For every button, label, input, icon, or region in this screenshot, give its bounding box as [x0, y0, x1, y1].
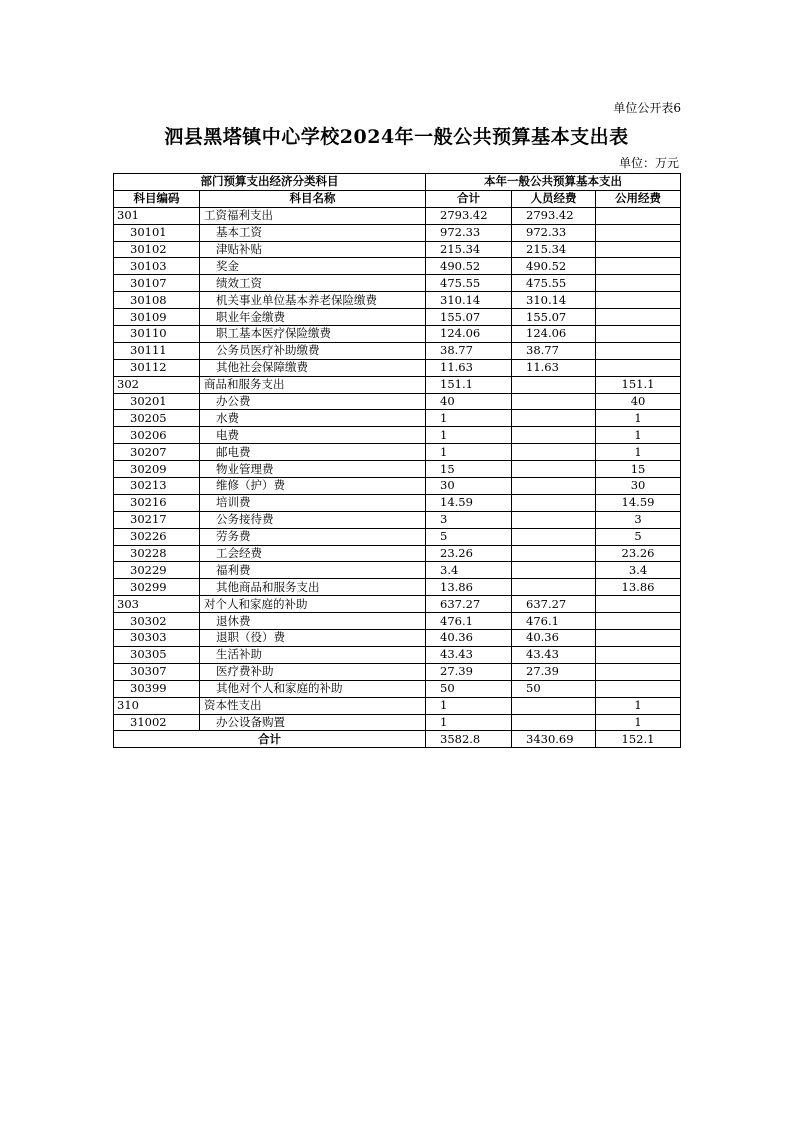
row-name: 维修（护）费: [200, 478, 426, 495]
header-code: 科目编码: [114, 190, 200, 207]
row-public: [596, 275, 681, 292]
table-row: [114, 444, 681, 461]
row-name: 物业管理费: [200, 461, 426, 478]
row-name: 医疗费补助: [200, 663, 426, 680]
row-code: 301: [114, 207, 200, 224]
row-personnel: [512, 427, 596, 444]
header-column-row: [114, 190, 681, 207]
row-code: 30216: [114, 494, 200, 511]
row-personnel: 972.33: [512, 224, 596, 241]
row-name: 退职（役）费: [200, 630, 426, 647]
row-public: 15: [596, 461, 681, 478]
row-code: 30299: [114, 579, 200, 596]
table-row: [114, 258, 681, 275]
row-public: 5: [596, 528, 681, 545]
table-row: [114, 545, 681, 562]
table-row: [114, 562, 681, 579]
row-total: 40.36: [426, 630, 512, 647]
row-personnel: 215.34: [512, 241, 596, 258]
row-total: 3: [426, 511, 512, 528]
row-name: 津贴补贴: [200, 241, 426, 258]
table-row: [114, 494, 681, 511]
row-public: [596, 326, 681, 343]
row-code: 30226: [114, 528, 200, 545]
row-total: 14.59: [426, 494, 512, 511]
row-code: 30101: [114, 224, 200, 241]
row-code: 30217: [114, 511, 200, 528]
row-personnel: [512, 545, 596, 562]
row-code: 30109: [114, 309, 200, 326]
row-personnel: [512, 478, 596, 495]
row-name: 办公费: [200, 393, 426, 410]
table-row: [114, 596, 681, 613]
table-row: [114, 376, 681, 393]
row-name: 职业年金缴费: [200, 309, 426, 326]
table-row: [114, 207, 681, 224]
row-personnel: 476.1: [512, 613, 596, 630]
row-name: 退休费: [200, 613, 426, 630]
row-public: [596, 224, 681, 241]
row-name: 培训费: [200, 494, 426, 511]
row-public: [596, 630, 681, 647]
row-public: 1: [596, 444, 681, 461]
table-row: [114, 342, 681, 359]
row-code: 30102: [114, 241, 200, 258]
row-code: 30112: [114, 359, 200, 376]
table-row: [114, 646, 681, 663]
row-code: 310: [114, 697, 200, 714]
row-personnel: [512, 511, 596, 528]
table-row: [114, 326, 681, 343]
row-code: 302: [114, 376, 200, 393]
summary-total: 3582.8: [426, 731, 512, 748]
row-name: 基本工资: [200, 224, 426, 241]
row-personnel: 490.52: [512, 258, 596, 275]
row-name: 邮电费: [200, 444, 426, 461]
header-personnel: 人员经费: [512, 190, 596, 207]
row-personnel: 11.63: [512, 359, 596, 376]
row-code: 30303: [114, 630, 200, 647]
row-code: 30213: [114, 478, 200, 495]
table-row: [114, 528, 681, 545]
table-row: [114, 241, 681, 258]
row-name: 奖金: [200, 258, 426, 275]
row-public: 40: [596, 393, 681, 410]
row-personnel: [512, 410, 596, 427]
row-personnel: 43.43: [512, 646, 596, 663]
header-total: 合计: [426, 190, 512, 207]
row-total: 475.55: [426, 275, 512, 292]
table-row: [114, 714, 681, 731]
row-name: 对个人和家庭的补助: [200, 596, 426, 613]
row-public: 13.86: [596, 579, 681, 596]
row-personnel: 2793.42: [512, 207, 596, 224]
row-public: [596, 646, 681, 663]
row-public: 30: [596, 478, 681, 495]
header-name: 科目名称: [200, 190, 426, 207]
row-name: 福利费: [200, 562, 426, 579]
header-public: 公用经费: [596, 190, 681, 207]
row-public: 1: [596, 714, 681, 731]
table-row: [114, 697, 681, 714]
row-total: 155.07: [426, 309, 512, 326]
row-public: [596, 258, 681, 275]
row-code: 30111: [114, 342, 200, 359]
row-personnel: 155.07: [512, 309, 596, 326]
row-personnel: [512, 376, 596, 393]
table-row: [114, 680, 681, 697]
row-personnel: [512, 494, 596, 511]
row-public: [596, 292, 681, 309]
row-code: 30302: [114, 613, 200, 630]
row-code: 30207: [114, 444, 200, 461]
row-total: 43.43: [426, 646, 512, 663]
row-code: 303: [114, 596, 200, 613]
row-name: 电费: [200, 427, 426, 444]
header-basic-expenditure: 本年一般公共预算基本支出: [426, 174, 681, 191]
row-code: 30108: [114, 292, 200, 309]
row-personnel: 40.36: [512, 630, 596, 647]
row-public: 23.26: [596, 545, 681, 562]
row-personnel: [512, 579, 596, 596]
row-public: [596, 241, 681, 258]
row-name: 其他对个人和家庭的补助: [200, 680, 426, 697]
row-personnel: [512, 393, 596, 410]
row-name: 商品和服务支出: [200, 376, 426, 393]
unit-label: 单位：万元: [618, 156, 679, 170]
row-personnel: 124.06: [512, 326, 596, 343]
row-public: 3.4: [596, 562, 681, 579]
row-code: 30206: [114, 427, 200, 444]
row-personnel: [512, 528, 596, 545]
row-public: [596, 207, 681, 224]
row-public: [596, 342, 681, 359]
row-total: 40: [426, 393, 512, 410]
header-group-row: [114, 174, 681, 191]
row-name: 公务接待费: [200, 511, 426, 528]
row-name: 工资福利支出: [200, 207, 426, 224]
row-name: 绩效工资: [200, 275, 426, 292]
row-personnel: 38.77: [512, 342, 596, 359]
row-code: 30228: [114, 545, 200, 562]
row-name: 其他社会保障缴费: [200, 359, 426, 376]
row-total: 1: [426, 697, 512, 714]
table-row: [114, 427, 681, 444]
row-total: 151.1: [426, 376, 512, 393]
row-public: 1: [596, 410, 681, 427]
row-total: 15: [426, 461, 512, 478]
row-total: 50: [426, 680, 512, 697]
row-personnel: [512, 562, 596, 579]
row-total: 310.14: [426, 292, 512, 309]
row-total: 124.06: [426, 326, 512, 343]
row-total: 476.1: [426, 613, 512, 630]
row-name: 劳务费: [200, 528, 426, 545]
row-total: 2793.42: [426, 207, 512, 224]
row-total: 1: [426, 714, 512, 731]
row-name: 机关事业单位基本养老保险缴费: [200, 292, 426, 309]
row-code: 30201: [114, 393, 200, 410]
row-total: 38.77: [426, 342, 512, 359]
row-personnel: 637.27: [512, 596, 596, 613]
document-number: 单位公开表6: [613, 101, 681, 115]
row-public: [596, 359, 681, 376]
row-name: 职工基本医疗保险缴费: [200, 326, 426, 343]
row-public: [596, 680, 681, 697]
row-total: 13.86: [426, 579, 512, 596]
table-row: [114, 393, 681, 410]
row-code: 31002: [114, 714, 200, 731]
table-row: [114, 579, 681, 596]
row-public: [596, 613, 681, 630]
row-personnel: 50: [512, 680, 596, 697]
row-public: 14.59: [596, 494, 681, 511]
summary-label: 合计: [114, 731, 426, 748]
row-name: 水费: [200, 410, 426, 427]
row-personnel: 310.14: [512, 292, 596, 309]
table-row: [114, 663, 681, 680]
table-row: [114, 292, 681, 309]
row-total: 5: [426, 528, 512, 545]
row-personnel: 475.55: [512, 275, 596, 292]
row-personnel: 27.39: [512, 663, 596, 680]
table-body: [114, 207, 681, 731]
row-total: 11.63: [426, 359, 512, 376]
row-personnel: [512, 714, 596, 731]
row-public: 3: [596, 511, 681, 528]
row-total: 1: [426, 427, 512, 444]
row-total: 637.27: [426, 596, 512, 613]
row-public: [596, 663, 681, 680]
row-personnel: [512, 697, 596, 714]
row-name: 生活补助: [200, 646, 426, 663]
row-code: 30107: [114, 275, 200, 292]
row-name: 其他商品和服务支出: [200, 579, 426, 596]
row-public: [596, 309, 681, 326]
row-public: 151.1: [596, 376, 681, 393]
row-code: 30209: [114, 461, 200, 478]
page-title: 泗县黑塔镇中心学校2024年一般公共预算基本支出表: [164, 126, 629, 148]
header-economic-category: 部门预算支出经济分类科目: [114, 174, 426, 191]
row-public: [596, 596, 681, 613]
row-code: 30399: [114, 680, 200, 697]
table-row: [114, 630, 681, 647]
row-total: 27.39: [426, 663, 512, 680]
table-row: [114, 511, 681, 528]
row-public: 1: [596, 697, 681, 714]
row-code: 30305: [114, 646, 200, 663]
summary-personnel: 3430.69: [512, 731, 596, 748]
table-row: [114, 461, 681, 478]
row-total: 3.4: [426, 562, 512, 579]
table-row: [114, 613, 681, 630]
summary-public: 152.1: [596, 731, 681, 748]
row-code: 30307: [114, 663, 200, 680]
row-code: 30110: [114, 326, 200, 343]
table-row: [114, 224, 681, 241]
row-total: 215.34: [426, 241, 512, 258]
row-total: 1: [426, 444, 512, 461]
table-row: [114, 359, 681, 376]
row-total: 23.26: [426, 545, 512, 562]
row-public: 1: [596, 427, 681, 444]
row-total: 1: [426, 410, 512, 427]
row-total: 490.52: [426, 258, 512, 275]
row-personnel: [512, 461, 596, 478]
table-row: [114, 478, 681, 495]
row-name: 公务员医疗补助缴费: [200, 342, 426, 359]
row-code: 30205: [114, 410, 200, 427]
row-personnel: [512, 444, 596, 461]
budget-table: [113, 173, 681, 748]
row-name: 工会经费: [200, 545, 426, 562]
table-row: [114, 309, 681, 326]
table-row: [114, 410, 681, 427]
row-code: 30229: [114, 562, 200, 579]
row-total: 30: [426, 478, 512, 495]
row-name: 资本性支出: [200, 697, 426, 714]
table-row: [114, 275, 681, 292]
row-code: 30103: [114, 258, 200, 275]
row-name: 办公设备购置: [200, 714, 426, 731]
row-total: 972.33: [426, 224, 512, 241]
summary-row: [114, 731, 681, 748]
